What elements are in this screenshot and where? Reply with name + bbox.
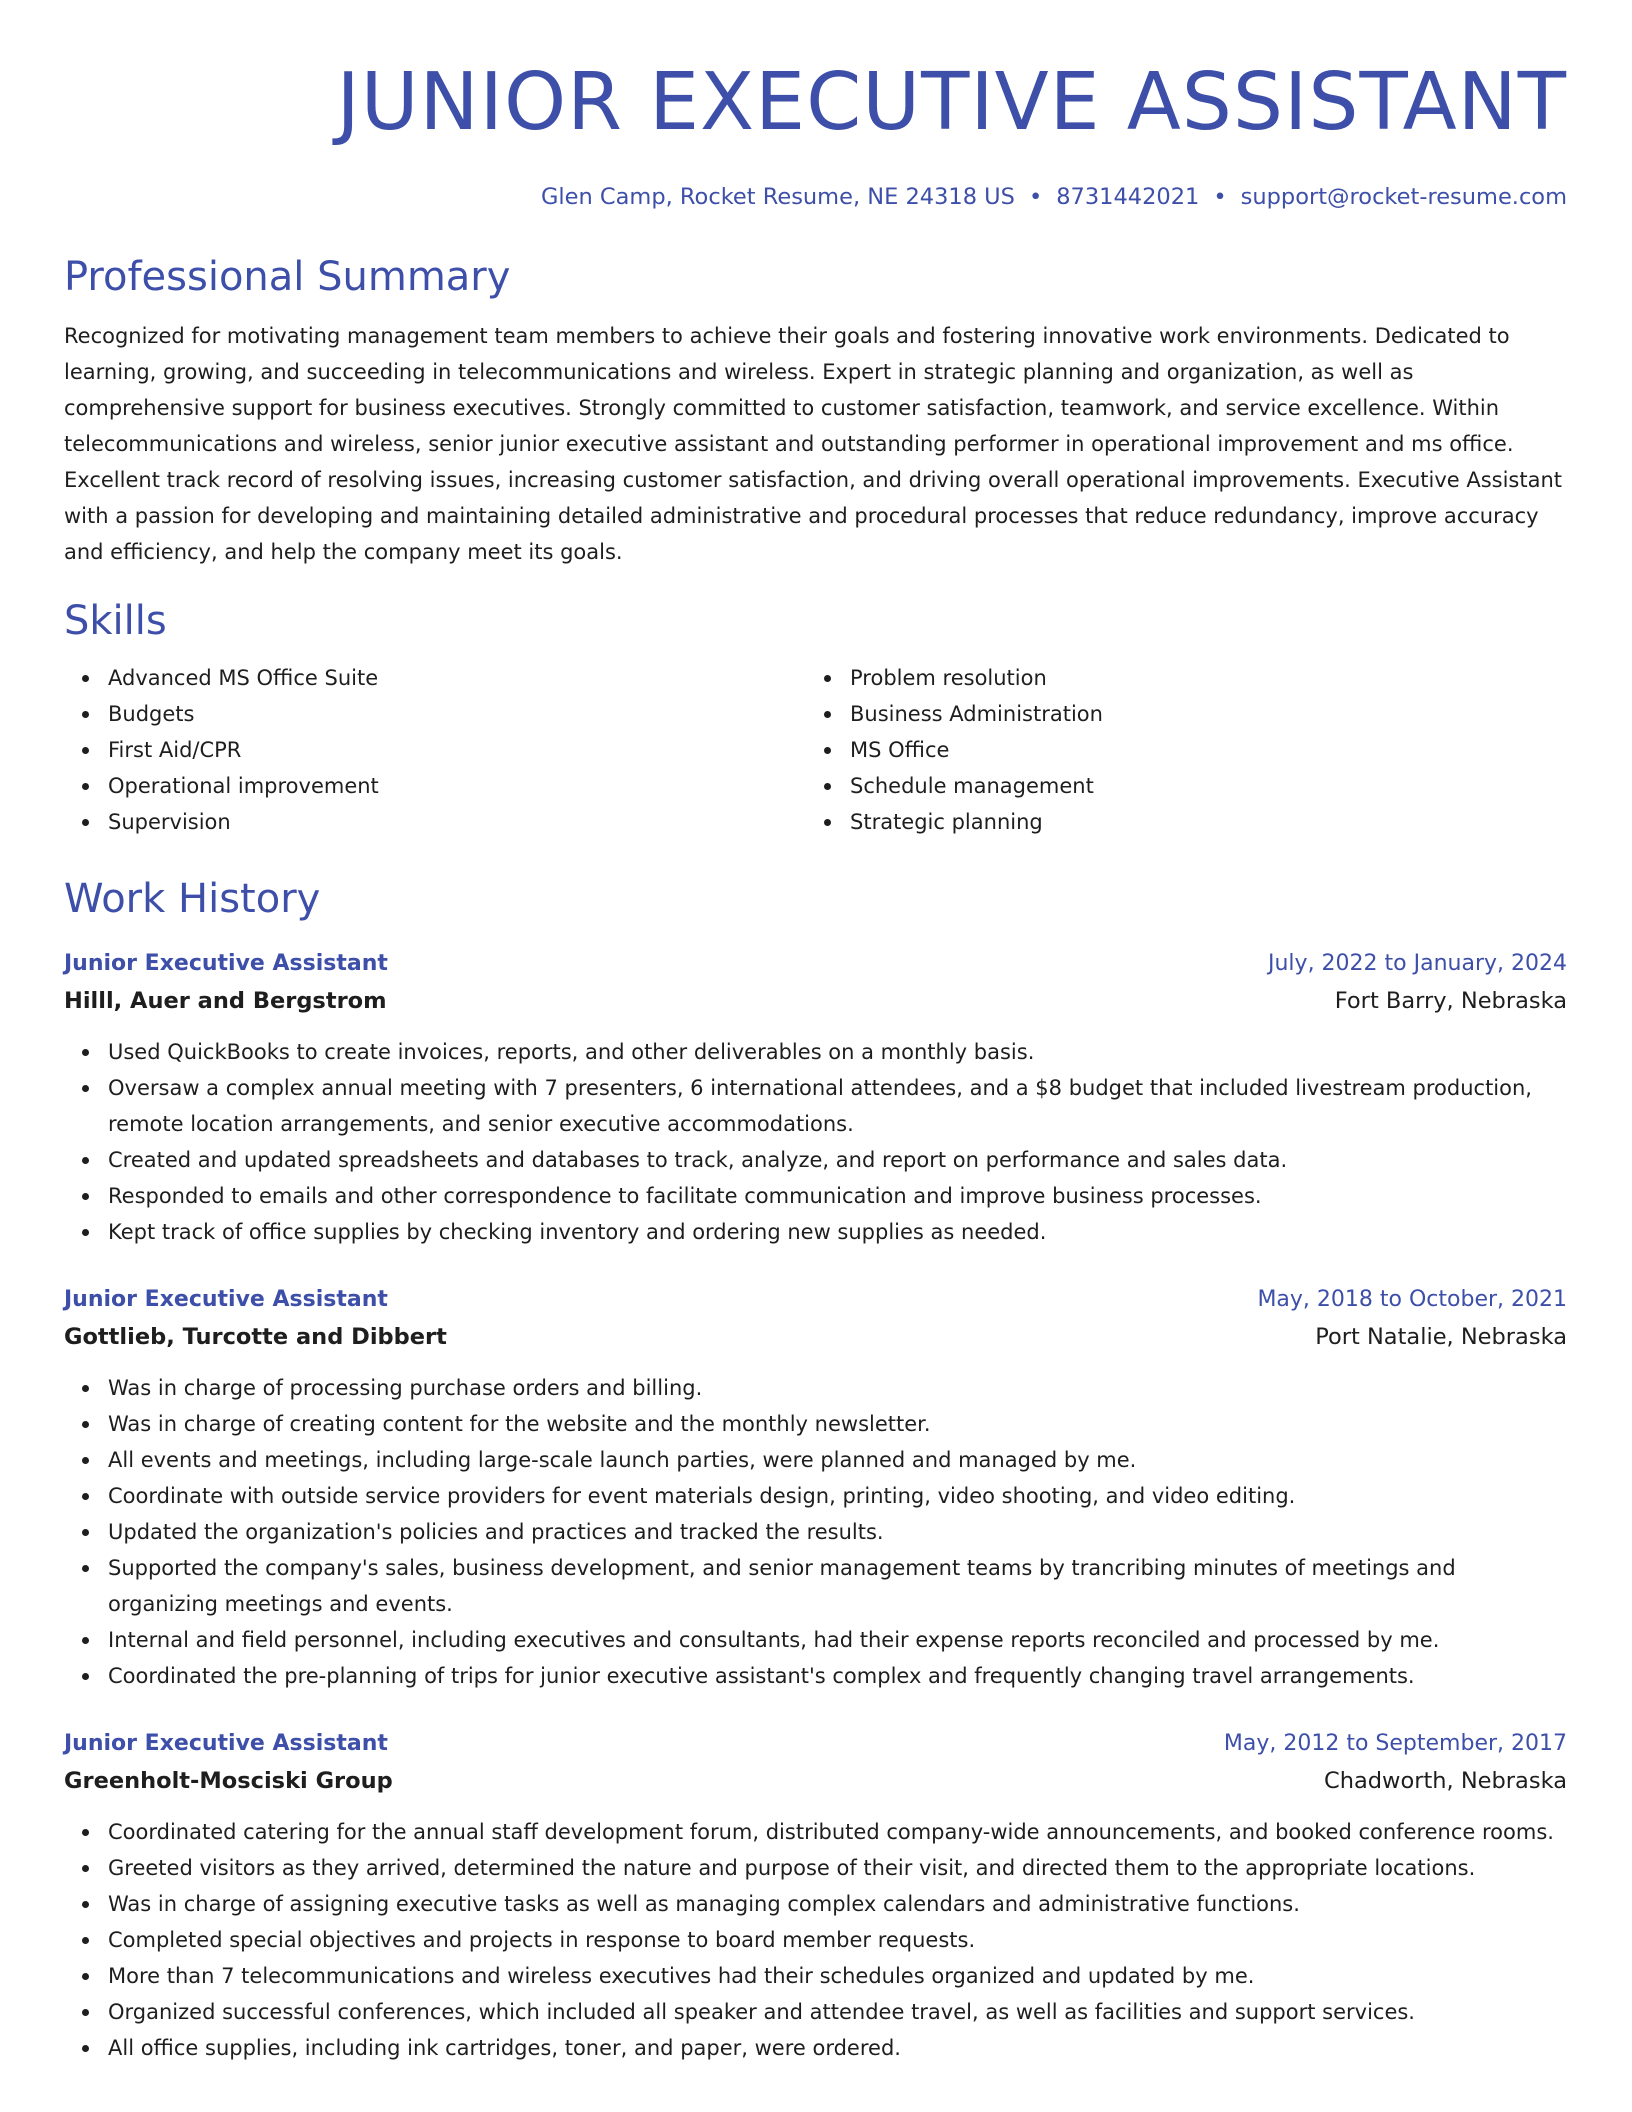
skill-item: Operational improvement (64, 768, 806, 804)
job-bullet: Used QuickBooks to create invoices, reports, and other deliverables on a monthly basis. (64, 1034, 1567, 1070)
job-company: Hilll, Auer and Bergstrom (64, 988, 387, 1014)
contact-phone: 8731442021 (1056, 184, 1200, 210)
job-bullet: Was in charge of processing purchase orders and billing. (64, 1370, 1567, 1406)
job-location: Port Natalie, Nebraska (1315, 1324, 1567, 1350)
job-bullet: All office supplies, including ink cartridges, toner, and paper, were ordered. (64, 2030, 1567, 2066)
skill-item: Strategic planning (806, 804, 1548, 840)
skill-item: Schedule management (806, 768, 1548, 804)
job-header-row (64, 946, 1567, 982)
resume-title: JUNIOR EXECUTIVE ASSISTANT (336, 56, 1567, 148)
skill-item: MS Office (806, 732, 1548, 768)
job-bullet: Supported the company's sales, business development, and senior management teams by trancribing minutes of meetings and organizing meetings and events. (64, 1550, 1567, 1622)
job-company-row (64, 1318, 1567, 1356)
job-bullet: Greeted visitors as they arrived, determined the nature and purpose of their visit, and directed them to the appropriate locations. (64, 1850, 1567, 1886)
job-entry (64, 1282, 1567, 1694)
job-bullets (64, 1370, 1567, 1694)
skill-item: First Aid/CPR (64, 732, 806, 768)
job-title: Junior Executive Assistant (64, 1731, 388, 1756)
job-bullet: Oversaw a complex annual meeting with 7 presenters, 6 international attendees, and a $8 budget that included livestream production, remote location arrangements, and senior executive accommodations. (64, 1070, 1567, 1142)
job-bullet: Was in charge of assigning executive tasks as well as managing complex calendars and administrative functions. (64, 1886, 1567, 1922)
job-header-row (64, 1282, 1567, 1318)
job-bullet: Responded to emails and other correspondence to facilitate communication and improve business processes. (64, 1178, 1567, 1214)
skill-item: Budgets (64, 696, 806, 732)
job-bullet: All events and meetings, including large-scale launch parties, were planned and managed by me. (64, 1442, 1567, 1478)
job-bullet: Coordinate with outside service providers for event materials design, printing, video shooting, and video editing. (64, 1478, 1567, 1514)
job-location: Fort Barry, Nebraska (1334, 988, 1567, 1014)
job-bullets (64, 1034, 1567, 1250)
job-bullets (64, 1814, 1567, 2066)
contact-separator: • (1028, 184, 1043, 210)
contact-line (64, 182, 1567, 212)
job-title: Junior Executive Assistant (64, 951, 388, 976)
job-bullet: Coordinated the pre-planning of trips for junior executive assistant's complex and frequently changing travel arrangements. (64, 1658, 1567, 1694)
job-entry (64, 1726, 1567, 2066)
summary-heading: Professional Summary (64, 254, 511, 300)
job-dates: May, 2018 to October, 2021 (1257, 1287, 1567, 1312)
job-title: Junior Executive Assistant (64, 1287, 388, 1312)
job-bullet: Updated the organization's policies and practices and tracked the results. (64, 1514, 1567, 1550)
job-bullet: Kept track of office supplies by checking inventory and ordering new supplies as needed. (64, 1214, 1567, 1250)
skills-column-left (64, 660, 806, 840)
summary-text: Recognized for motivating management team members to achieve their goals and fostering innovative work environments. Dedicated to learning, growing, and succeeding in telecommunications and wireless. Expert in strategic planning and organization, as well as comprehensive support for business executives. Strongly committed to customer satisfaction, teamwork, and service excellence. Within telecommunications and wireless, senior junior executive assistant and outstanding performer in operational improvement and ms office. Excellent track record of resolving issues, increasing customer satisfaction, and driving overall operational improvements. Executive Assistant with a passion for developing and maintaining detailed administrative and procedural processes that reduce redundancy, improve accuracy and efficiency, and help the company meet its goals. (64, 324, 1563, 564)
contact-address: Glen Camp, Rocket Resume, NE 24318 US (540, 184, 1015, 210)
skill-item: Business Administration (806, 696, 1548, 732)
job-bullet: Completed special objectives and projects in response to board member requests. (64, 1922, 1567, 1958)
skills-list (64, 660, 1567, 840)
job-company: Greenholt-Mosciski Group (64, 1768, 393, 1794)
job-bullet: More than 7 telecommunications and wireless executives had their schedules organized and updated by me. (64, 1958, 1567, 1994)
job-bullet: Created and updated spreadsheets and databases to track, analyze, and report on performance and sales data. (64, 1142, 1567, 1178)
job-bullet: Coordinated catering for the annual staff development forum, distributed company-wide announcements, and booked conference rooms. (64, 1814, 1567, 1850)
job-header-row (64, 1726, 1567, 1762)
job-bullet: Organized successful conferences, which included all speaker and attendee travel, as well as facilities and support services. (64, 1994, 1567, 2030)
skill-item: Advanced MS Office Suite (64, 660, 806, 696)
resume-page (64, 0, 1567, 2066)
job-bullet: Was in charge of creating content for the website and the monthly newsletter. (64, 1406, 1567, 1442)
job-company-row (64, 1762, 1567, 1800)
job-bullet: Internal and field personnel, including executives and consultants, had their expense reports reconciled and processed by me. (64, 1622, 1567, 1658)
job-location: Chadworth, Nebraska (1324, 1768, 1567, 1794)
skills-column-right (806, 660, 1548, 840)
job-company: Gottlieb, Turcotte and Dibbert (64, 1324, 447, 1350)
skill-item: Problem resolution (806, 660, 1548, 696)
job-dates: May, 2012 to September, 2017 (1223, 1731, 1567, 1756)
skills-heading: Skills (64, 598, 167, 644)
job-company-row (64, 982, 1567, 1020)
job-entry (64, 946, 1567, 1250)
skill-item: Supervision (64, 804, 806, 840)
job-dates: July, 2022 to January, 2024 (1268, 951, 1567, 976)
work-history-heading: Work History (64, 876, 321, 922)
contact-email: support@rocket-resume.com (1240, 184, 1567, 210)
contact-separator: • (1213, 184, 1227, 210)
